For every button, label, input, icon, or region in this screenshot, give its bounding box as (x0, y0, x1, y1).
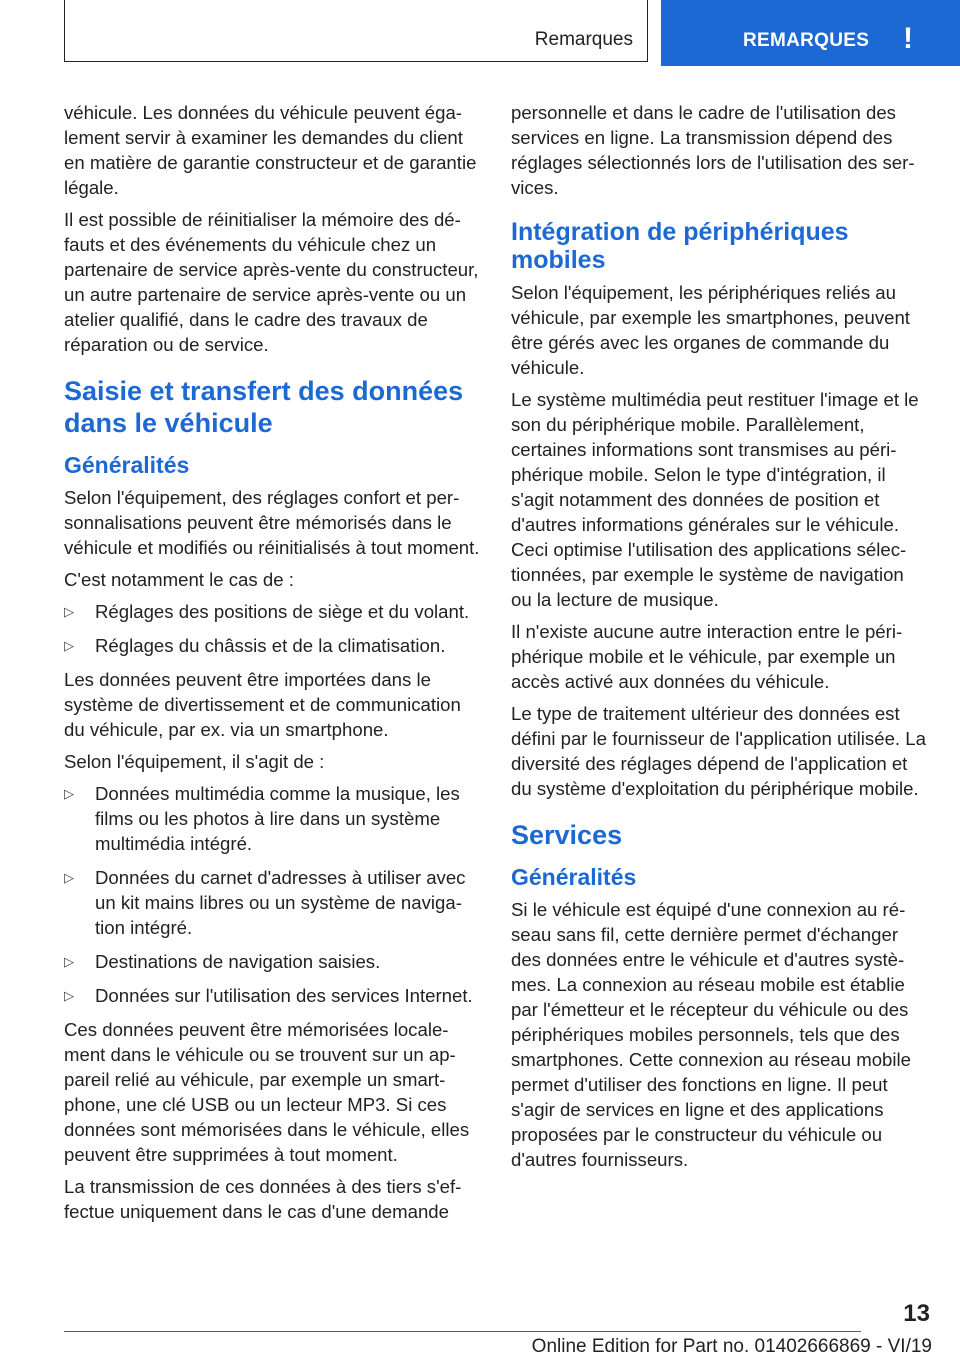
paragraph: Si le véhicule est équipé d'une connexion au réseau sans fil, cette dernière permet d'échanger des données entre le véhicule et d'autres systèmes. La connexion au réseau mobile est établie par l'émetteur et le récepteur du véhicule ou des périphériques mobiles personnels, tels que des smartphones. Cette connexion au réseau mobile permet d'utiliser des fonctions en ligne. Il peut s'agir de services en ligne et des applications proposées par le constructeur du véhicule ou d'autres fournisseurs. (511, 899, 912, 1170)
section-heading: Saisie et transfert des données dans le véhicule (64, 376, 464, 438)
right-column (511, 100, 927, 1179)
list-item-text: Destinations de navigation saisies. (95, 951, 381, 972)
paragraph: C'est notamment le cas de : (64, 569, 294, 590)
list-item (64, 781, 480, 856)
triangle-right-icon: ▷ (64, 786, 74, 801)
triangle-right-icon: ▷ (64, 954, 74, 969)
list-item (64, 949, 480, 974)
list-item-text: Données sur l'utilisation des services Internet. (95, 985, 473, 1006)
footer-divider (64, 1331, 861, 1332)
paragraph: personnelle et dans le cadre de l'utilisation des services en ligne. La transmission dépend des réglages sélectionnés lors de l'utilisation des services. (511, 102, 915, 198)
header-section-box (64, 0, 648, 62)
left-column (64, 100, 480, 1231)
exclamation-icon: ! (903, 22, 913, 55)
header-chapter-tab (661, 0, 960, 66)
paragraph: Le type de traitement ultérieur des données est défini par le fournisseur de l'application utilisée. La diversité des réglages dépend de l'application et du système d'exploitation du périphérique mobile. (511, 703, 926, 799)
header-chapter-label: REMARQUES (743, 30, 870, 51)
paragraph: véhicule. Les données du véhicule peuvent également servir à examiner les demandes du client en matière de garantie constructeur et de garantie légale. (64, 102, 477, 198)
list-item (64, 599, 480, 624)
triangle-right-icon: ▷ (64, 638, 74, 653)
bullet-list (64, 599, 480, 658)
subsection-heading: Généralités (64, 452, 190, 478)
paragraph: Ces données peuvent être mémorisées localement dans le véhicule ou se trouvent sur un appareil relié au véhicule, par exemple un smartphone, une clé USB ou un lecteur MP3. Si ces données sont mémorisées dans le véhicule, elles peuvent être supprimées à tout moment. (64, 1019, 470, 1165)
list-item (64, 633, 480, 658)
triangle-right-icon: ▷ (64, 870, 74, 885)
paragraph: Le système multimédia peut restituer l'image et le son du périphérique mobile. Parallèlement, certaines informations sont transmises au périphérique mobile. Selon le type d'intégration, il s'agit notamment des données de position et d'autres informations générales sur le véhicule. Ceci optimise l'utilisation des applications sélectionnées, par exemple le système de navigation ou la lecture de musique. (511, 389, 919, 610)
section-heading: Services (511, 820, 623, 850)
page-number: 13 (903, 1300, 930, 1327)
paragraph: Selon l'équipement, il s'agit de : (64, 751, 325, 772)
list-item-text: Réglages des positions de siège et du volant. (95, 601, 470, 622)
section-heading: Intégration de périphériques mobiles (511, 218, 849, 274)
triangle-right-icon: ▷ (64, 988, 74, 1003)
paragraph: Il n'existe aucune autre interaction entre le périphérique mobile et le véhicule, par exemple un accès activé aux données du véhicule. (511, 621, 903, 692)
paragraph: Selon l'équipement, les périphériques reliés au véhicule, par exemple les smartphones, peuvent être gérés avec les organes de commande du véhicule. (511, 282, 910, 378)
list-item-text: Réglages du châssis et de la climatisation. (95, 635, 446, 656)
list-item (64, 983, 480, 1008)
bullet-list (64, 781, 480, 1008)
footer-edition: Online Edition for Part no. 01402666869 - VI/19 (531, 1336, 932, 1357)
paragraph: La transmission de ces données à des tiers s'effectue uniquement dans le cas d'une demande (64, 1176, 462, 1222)
list-item (64, 865, 480, 940)
list-item-text: Données du carnet d'adresses à utiliser avec un kit mains libres ou un système de navigation intégré. (95, 867, 466, 938)
header-section-title: Remarques (534, 29, 633, 50)
triangle-right-icon: ▷ (64, 604, 74, 619)
paragraph: Les données peuvent être importées dans le système de divertissement et de communication du véhicule, par ex. via un smartphone. (64, 669, 461, 740)
paragraph: Selon l'équipement, des réglages confort et personnalisations peuvent être mémorisés dans le véhicule et modifiés ou réinitialisés à tout moment. (64, 487, 480, 558)
subsection-heading: Généralités (511, 864, 637, 890)
list-item-text: Données multimédia comme la musique, les films ou les photos à lire dans un système multimédia intégré. (95, 783, 460, 854)
paragraph: Il est possible de réinitialiser la mémoire des défauts et des événements du véhicule chez un partenaire de service après-vente du constructeur, un autre partenaire de service après-vente ou un atelier qualifié, dans le cadre des travaux de réparation ou de service. (64, 209, 479, 355)
